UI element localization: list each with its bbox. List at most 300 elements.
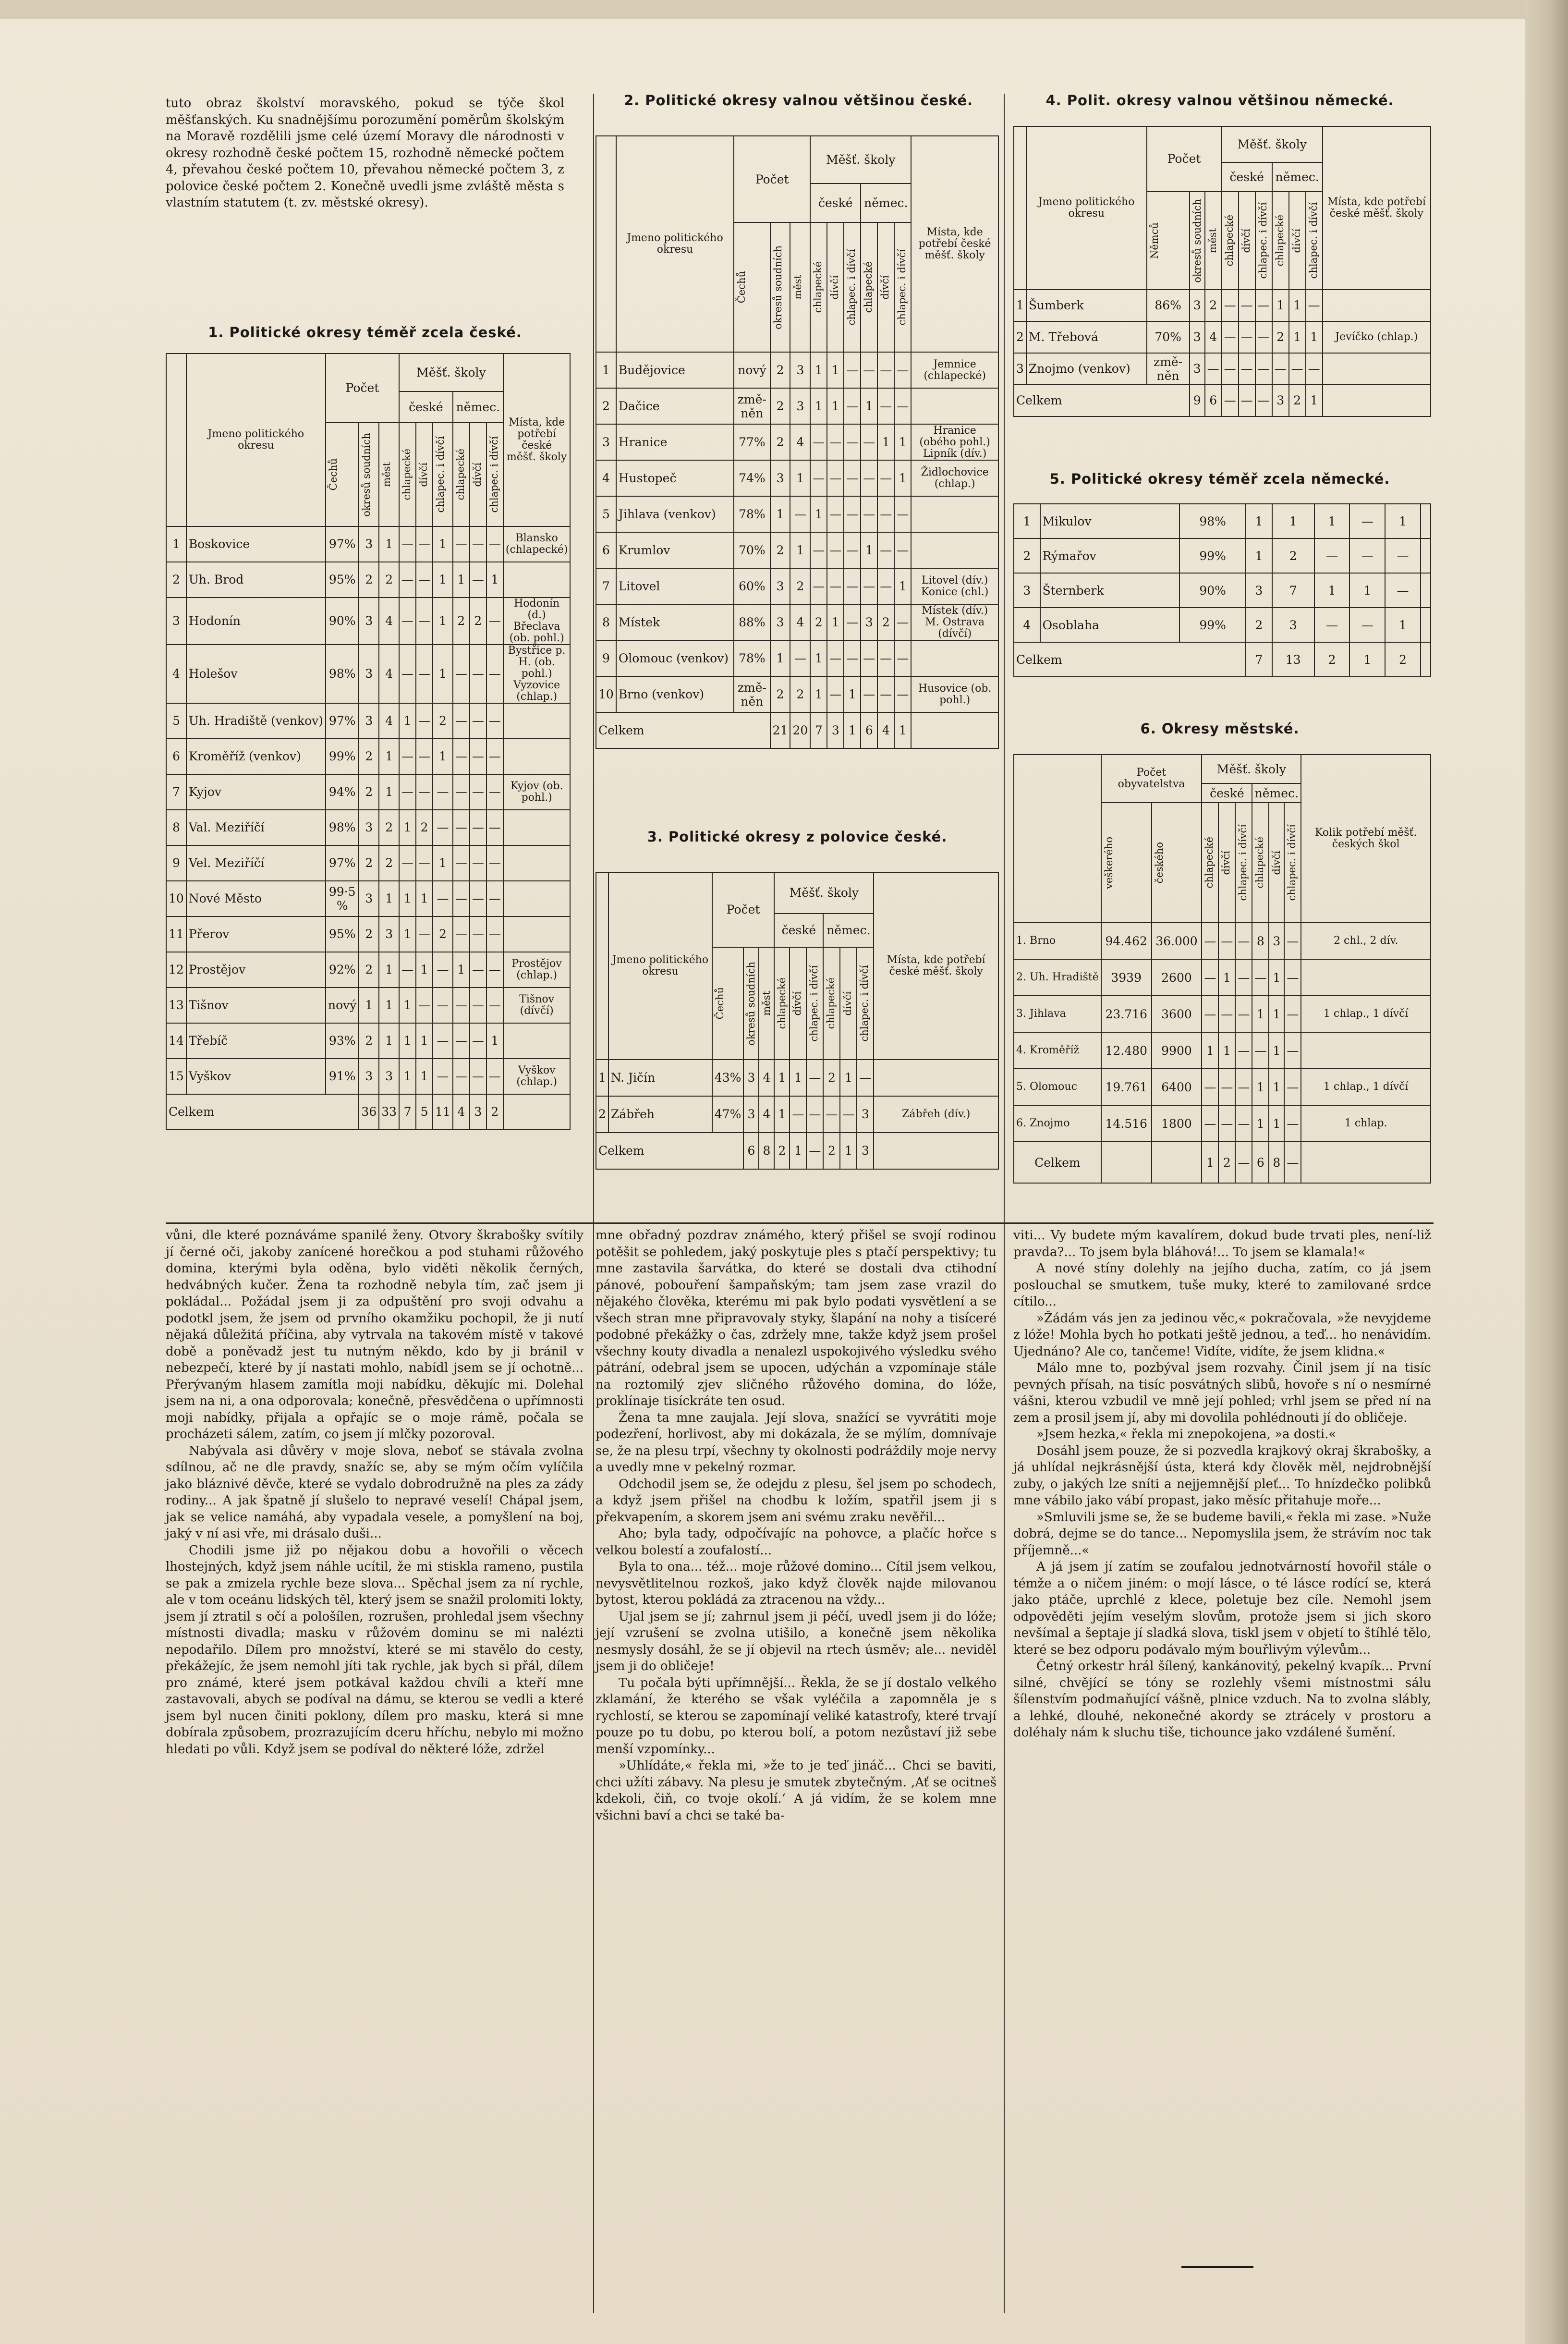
total-n2: 1: [1349, 642, 1385, 677]
table-row: [596, 496, 998, 532]
needed-schools: [1421, 504, 1431, 538]
row-number: 2: [596, 388, 616, 424]
col-subheader-8: [1306, 192, 1323, 290]
population-share: 70%: [734, 532, 770, 568]
value-n3: —: [857, 1060, 874, 1096]
col-subheader-4-text: dívčí: [1240, 228, 1252, 253]
district-name: Hodonín: [186, 598, 326, 645]
total-n2: 4: [877, 712, 894, 748]
value-mest: 1: [379, 988, 399, 1023]
value-mest: 4: [759, 1096, 774, 1133]
col-subheader-6: [1272, 192, 1289, 290]
col-subheader-3: [810, 222, 827, 352]
district-name: Kyjov: [186, 774, 326, 810]
value-n3: —: [894, 676, 911, 712]
row-number: 3: [1014, 353, 1026, 385]
needed-schools: [1421, 608, 1431, 642]
value-n1: 1: [1252, 1069, 1269, 1105]
story-paragraph: Byla to ona... též... moje růžové domino... Cítil jsem velkou, nevysvětlitelnou rozkoš, jako když člověk najde milovanou bytost, kterou pokládá za ztracenou na vždy...: [596, 1560, 997, 1607]
value-okr: 3: [1190, 321, 1205, 353]
population-share: změ-něn: [734, 676, 770, 712]
section5-title: 5. Politické okresy téměř zcela německé.: [1049, 471, 1390, 487]
value-c2: —: [416, 916, 433, 952]
value-n3: —: [1385, 538, 1421, 573]
needed-schools: Blansko (chlapecké): [503, 526, 571, 562]
value-n2: —: [470, 952, 486, 988]
col-number-header: [596, 872, 608, 1060]
needed-schools: Hodonín (d.) Břeclava (ob. pohl.): [503, 598, 571, 645]
section5-table: [1013, 503, 1431, 677]
value-n3: —: [486, 598, 503, 645]
col-subheader-1: [1190, 192, 1205, 290]
col-subheader-3-text: dívčí: [1220, 850, 1232, 875]
value-n1: —: [823, 1096, 840, 1133]
population-total: 94.462: [1101, 923, 1152, 959]
value-c3: 1: [433, 645, 453, 703]
value-n3: —: [486, 774, 503, 810]
col-subheader-8-text: chlapec. i dívčí: [859, 965, 871, 1042]
row-number: 2: [596, 1096, 608, 1133]
value-c2: 1: [827, 604, 844, 640]
col-subheader-3: [1222, 192, 1239, 290]
needed-schools: Husovice (ob. pohl.): [911, 676, 998, 712]
value-n1: 1: [861, 388, 877, 424]
value-okr: 2: [359, 774, 379, 810]
value-c2: —: [827, 532, 844, 568]
value-n3: —: [1284, 923, 1301, 959]
value-mest: 7: [1272, 573, 1314, 608]
value-n3: —: [1284, 1105, 1301, 1142]
section6-title: 6. Okresy městské.: [1140, 720, 1300, 737]
population-czech: 36.000: [1152, 923, 1202, 959]
total-mest: 13: [1272, 642, 1314, 677]
value-n1: 1: [1314, 504, 1350, 538]
col-count-header: Počet: [326, 354, 399, 423]
needed-schools: Vyškov (chlap.): [503, 1059, 571, 1094]
col-subheader-2-text: měst: [792, 275, 804, 300]
value-c1: —: [810, 424, 827, 460]
population-share: 95%: [326, 562, 359, 598]
value-c2: —: [790, 1096, 806, 1133]
value-okr: 3: [743, 1060, 759, 1096]
table-row: [1014, 290, 1431, 321]
total-n2: 3: [470, 1094, 486, 1130]
col-number-header: [166, 354, 186, 526]
value-n3: —: [894, 604, 911, 640]
population-share: 95%: [326, 916, 359, 952]
district-name: Uh. Hradiště (venkov): [186, 703, 326, 739]
value-c2: —: [827, 676, 844, 712]
value-okr: 3: [770, 460, 790, 496]
table-row: [596, 460, 998, 496]
col-czech-header: české: [810, 183, 861, 222]
value-n3: —: [486, 810, 503, 845]
total-n1: 2: [1314, 642, 1350, 677]
value-n3: —: [894, 640, 911, 676]
column-divider: [593, 94, 594, 2313]
value-n1: 8: [1252, 923, 1269, 959]
row-number: 1: [1014, 504, 1040, 538]
value-mest: 2: [790, 676, 810, 712]
value-n3: —: [486, 1059, 503, 1094]
population-share: 86%: [1147, 290, 1190, 321]
total-n1: 4: [453, 1094, 470, 1130]
value-c1: 1: [810, 640, 827, 676]
row-number: 1: [1014, 290, 1026, 321]
value-okr: 2: [359, 952, 379, 988]
population-share: 77%: [734, 424, 770, 460]
value-c1: 1: [399, 1059, 416, 1094]
population-total: 12.480: [1101, 1032, 1152, 1069]
story-paragraph: »Žádám vás jen za jedinou věc,« pokračovala, »že nevyjdeme z lóže! Mohla bych ho potkati ještě jednou, a teď... ho nenávidím. Ujednáno? Ale co, tančeme! Vidíte, vidíte, že jsem klidna.«: [1013, 1311, 1431, 1359]
table-row: [166, 916, 570, 952]
value-n1: 1: [861, 532, 877, 568]
value-n2: 1: [1269, 1105, 1284, 1142]
value-n3: —: [1284, 1069, 1301, 1105]
col-subheader-1-text: okresů soudních: [361, 432, 373, 517]
district-name: Šternberk: [1040, 573, 1179, 608]
population-share: změ-něn: [1147, 353, 1190, 385]
value-mest: 4: [790, 424, 810, 460]
value-n2: —: [470, 526, 486, 562]
value-n1: —: [1314, 608, 1350, 642]
value-c3: —: [844, 496, 861, 532]
district-name: Vyškov: [186, 1059, 326, 1094]
value-mest: 3: [379, 916, 399, 952]
value-n1: —: [861, 640, 877, 676]
population-share: 78%: [734, 640, 770, 676]
col-subheader-5: [1255, 192, 1272, 290]
value-okr: 3: [359, 1059, 379, 1094]
section3-table: [596, 872, 999, 1170]
value-c3: —: [1235, 1032, 1252, 1069]
table-row: [166, 774, 570, 810]
col-subheader-5-text: chlapecké: [1254, 837, 1266, 889]
col-subheader-7-text: dívčí: [879, 275, 891, 300]
value-c2: 1: [1218, 1032, 1235, 1069]
col-subheader-8: [894, 222, 911, 352]
value-c3: —: [433, 774, 453, 810]
col-subheader-0: [712, 947, 744, 1060]
city-name: 5. Olomouc: [1014, 1069, 1101, 1105]
district-name: Přerov: [186, 916, 326, 952]
value-mest: 3: [379, 1059, 399, 1094]
table-row: [596, 424, 998, 460]
city-name: 6. Znojmo: [1014, 1105, 1101, 1142]
table-row: [1014, 538, 1431, 573]
value-n3: —: [486, 952, 503, 988]
value-n2: 2: [877, 604, 894, 640]
total-n3: 2: [486, 1094, 503, 1130]
col-subheader-6: [823, 947, 840, 1060]
value-mest: 4: [379, 598, 399, 645]
needed-schools: [1421, 573, 1431, 608]
population-share: 99%: [326, 739, 359, 774]
needed-schools: [503, 739, 571, 774]
value-n2: —: [1349, 504, 1385, 538]
total-places: [874, 1133, 998, 1169]
table-row: [596, 352, 998, 388]
value-okr: 2: [359, 845, 379, 881]
page-top-edge: [0, 0, 1568, 19]
value-n3: —: [486, 881, 503, 916]
value-n3: 3: [857, 1096, 874, 1133]
col-subheader-1: [743, 947, 759, 1060]
value-okr: 2: [359, 739, 379, 774]
population-czech: 1800: [1152, 1105, 1202, 1142]
total-c1: 1: [1202, 1142, 1218, 1183]
population-share: 97%: [326, 703, 359, 739]
value-mest: 4: [790, 604, 810, 640]
total-c3: —: [1235, 1142, 1252, 1183]
story-paragraph: Málo mne to, pozbýval jsem rozvahy. Činil jsem jí na tisíc pevných přísah, na tisíc posvátných slibů, hovoře s ní o nesmírné vášni, kterou vzbudil ve mně její pohled; vrhl jsem se před ní na zem a prosil jsem jí, aby mi dovolila pohlédnouti jí do obličeje.: [1013, 1361, 1431, 1425]
value-c1: —: [1202, 996, 1218, 1032]
table-row: [1014, 573, 1431, 608]
value-okr: 2: [770, 676, 790, 712]
needed-schools: [503, 810, 571, 845]
total-places: [503, 1094, 571, 1130]
row-number: 6: [166, 739, 186, 774]
story-column-2: [596, 1227, 997, 1824]
total-n3: 1: [894, 712, 911, 748]
total-okr: 21: [770, 712, 790, 748]
district-name: Mikulov: [1040, 504, 1179, 538]
col-czech-header: české: [1202, 783, 1252, 803]
value-c2: —: [827, 496, 844, 532]
value-c3: —: [1255, 321, 1272, 353]
value-c1: —: [399, 526, 416, 562]
value-mest: 1: [379, 739, 399, 774]
needed-schools: 1 chlap., 1 dívčí: [1301, 996, 1431, 1032]
value-n2: —: [470, 562, 486, 598]
row-number: 3: [596, 424, 616, 460]
value-n2: —: [470, 810, 486, 845]
col-subheader-4: [1239, 192, 1255, 290]
total-label: Celkem: [166, 1094, 359, 1130]
col-subheader-6-text: chlapecké: [863, 261, 875, 313]
needed-schools: [503, 845, 571, 881]
col-subheader-4-text: dívčí: [829, 275, 841, 300]
col-czech-header: české: [399, 391, 453, 423]
row-number: 1: [596, 1060, 608, 1096]
total-c2: 5: [416, 1094, 433, 1130]
value-okr: 2: [770, 532, 790, 568]
table-row: [596, 1060, 998, 1096]
value-n1: 1: [1272, 290, 1289, 321]
value-n2: —: [877, 460, 894, 496]
value-c3: —: [844, 568, 861, 604]
value-n1: —: [453, 1059, 470, 1094]
col-subheader-3: [399, 423, 416, 526]
value-n1: 2: [1272, 321, 1289, 353]
col-subheader-7-text: dívčí: [1290, 228, 1302, 253]
district-name: Jihlava (venkov): [616, 496, 734, 532]
value-n3: —: [486, 703, 503, 739]
col-subheader-0-text: Čechů: [328, 458, 340, 491]
value-c2: 1: [416, 952, 433, 988]
value-mest: 3: [790, 388, 810, 424]
needed-schools: [911, 640, 998, 676]
story-paragraph: Žena ta mne zaujala. Její slova, snažící se vyvrátiti moje podezření, horlivost, aby mi dokázala, že se mýlím, domnívaje se, že na plesu trpí, všechny ty okolnosti podráždily moje nervy a uvedly mne v pekelný rozmar.: [596, 1410, 997, 1475]
value-n2: —: [470, 916, 486, 952]
value-c1: —: [399, 645, 416, 703]
col-subheader-4: [827, 222, 844, 352]
value-n2: 1: [1349, 573, 1385, 608]
total-okr: 7: [1246, 642, 1272, 677]
city-name: 1. Brno: [1014, 923, 1101, 959]
value-c2: 1: [827, 352, 844, 388]
total-n2: 1: [840, 1133, 857, 1169]
population-share: 90%: [1179, 573, 1246, 608]
value-n1: —: [453, 739, 470, 774]
total-okr: 36: [359, 1094, 379, 1130]
col-places-header: Místa, kde potřebí české měšť. školy: [503, 354, 571, 526]
population-share: nový: [734, 352, 770, 388]
value-c3: 2: [433, 916, 453, 952]
district-name: Místek: [616, 604, 734, 640]
value-n2: —: [840, 1096, 857, 1133]
row-number: 10: [166, 881, 186, 916]
table-row: [596, 568, 998, 604]
value-okr: 3: [770, 604, 790, 640]
value-n1: —: [453, 881, 470, 916]
population-share: 94%: [326, 774, 359, 810]
city-name: 2. Uh. Hradiště: [1014, 959, 1101, 996]
population-share: 90%: [326, 598, 359, 645]
row-number: 5: [596, 496, 616, 532]
district-name: Litovel: [616, 568, 734, 604]
row-number: 5: [166, 703, 186, 739]
value-n1: —: [1314, 538, 1350, 573]
district-name: Boskovice: [186, 526, 326, 562]
section4-title: 4. Polit. okresy valnou většinou německé.: [1045, 92, 1394, 109]
value-c3: —: [1235, 996, 1252, 1032]
value-n2: —: [877, 388, 894, 424]
col-subheader-1-text: českého: [1153, 842, 1165, 884]
value-n1: —: [453, 774, 470, 810]
population-czech: 9900: [1152, 1032, 1202, 1069]
col-subheader-8-text: chlapec. i dívčí: [488, 436, 500, 513]
value-c2: —: [827, 424, 844, 460]
col-subheader-3-text: chlapecké: [401, 449, 413, 501]
value-c1: —: [1202, 1069, 1218, 1105]
district-name: Dačice: [616, 388, 734, 424]
table-row: [1014, 959, 1431, 996]
value-c2: —: [416, 739, 433, 774]
col-subheader-6: [1269, 803, 1284, 923]
total-c1: 7: [810, 712, 827, 748]
value-c3: 1: [433, 739, 453, 774]
population-share: 47%: [712, 1096, 744, 1133]
col-subheader-6-text: chlapecké: [825, 977, 837, 1029]
table-row: [1014, 608, 1431, 642]
needed-schools: [503, 562, 571, 598]
value-n3: 1: [894, 460, 911, 496]
col-subheader-7-text: dívčí: [471, 462, 483, 487]
total-n3: 1: [1306, 385, 1323, 416]
total-c2: —: [1239, 385, 1255, 416]
value-c1: —: [399, 562, 416, 598]
value-n1: —: [453, 526, 470, 562]
col-subheader-2: [1205, 192, 1222, 290]
value-n3: —: [894, 388, 911, 424]
value-n1: —: [861, 352, 877, 388]
total-n1: 2: [823, 1133, 840, 1169]
value-okr: 1: [1246, 538, 1272, 573]
population-share: 97%: [326, 526, 359, 562]
col-subheader-0: [1147, 192, 1190, 290]
value-c2: 2: [416, 810, 433, 845]
value-okr: 1: [1246, 504, 1272, 538]
value-n2: —: [470, 645, 486, 703]
value-c3: —: [1235, 1069, 1252, 1105]
total-places: [1421, 642, 1431, 677]
needed-schools: Jevíčko (chlap.): [1323, 321, 1431, 353]
needed-schools: [1323, 353, 1431, 385]
value-mest: 4: [1205, 321, 1222, 353]
table-row: [596, 604, 998, 640]
col-subheader-8-text: chlapec. i dívčí: [1307, 202, 1319, 279]
row-number: 9: [596, 640, 616, 676]
population-share: 93%: [326, 1023, 359, 1059]
value-n3: 1: [894, 568, 911, 604]
value-n3: 1: [894, 424, 911, 460]
value-n3: —: [1306, 290, 1323, 321]
value-c3: —: [844, 532, 861, 568]
value-n2: 3: [1269, 923, 1284, 959]
col-subheader-4: [790, 947, 806, 1060]
value-c1: —: [810, 532, 827, 568]
value-okr: 2: [770, 424, 790, 460]
table-row: [596, 388, 998, 424]
table-row: [596, 676, 998, 712]
value-n2: —: [470, 703, 486, 739]
needed-schools: [911, 496, 998, 532]
value-n2: 1: [1289, 290, 1306, 321]
district-name: Budějovice: [616, 352, 734, 388]
col-subheader-1: [770, 222, 790, 352]
row-number: 13: [166, 988, 186, 1023]
row-number: 6: [596, 532, 616, 568]
row-number: 2: [166, 562, 186, 598]
district-name: Šumberk: [1026, 290, 1147, 321]
population-share: 60%: [734, 568, 770, 604]
value-c2: 1: [416, 1059, 433, 1094]
value-c2: 1: [790, 1060, 806, 1096]
col-subheader-3-text: chlapecké: [812, 261, 824, 313]
total-n1: 6: [1252, 1142, 1269, 1183]
section2-title: 2. Politické okresy valnou většinou české.: [623, 92, 973, 109]
col-subheader-5: [806, 947, 823, 1060]
value-n3: —: [486, 916, 503, 952]
value-n3: —: [486, 988, 503, 1023]
value-c3: —: [433, 1059, 453, 1094]
col-subheader-2: [759, 947, 774, 1060]
col-subheader-6: [861, 222, 877, 352]
district-name: Tišnov: [186, 988, 326, 1023]
needed-schools: Hranice (obého pohl.) Lipník (dív.): [911, 424, 998, 460]
value-c1: 1: [810, 496, 827, 532]
row-number: 2: [1014, 538, 1040, 573]
col-subheader-2: [1202, 803, 1218, 923]
value-n3: 1: [1306, 321, 1323, 353]
total-c3: 11: [433, 1094, 453, 1130]
value-c2: —: [1239, 353, 1255, 385]
value-c1: 2: [810, 604, 827, 640]
population-total: 19.761: [1101, 1069, 1152, 1105]
value-c2: —: [416, 598, 433, 645]
population-share: 97%: [326, 845, 359, 881]
